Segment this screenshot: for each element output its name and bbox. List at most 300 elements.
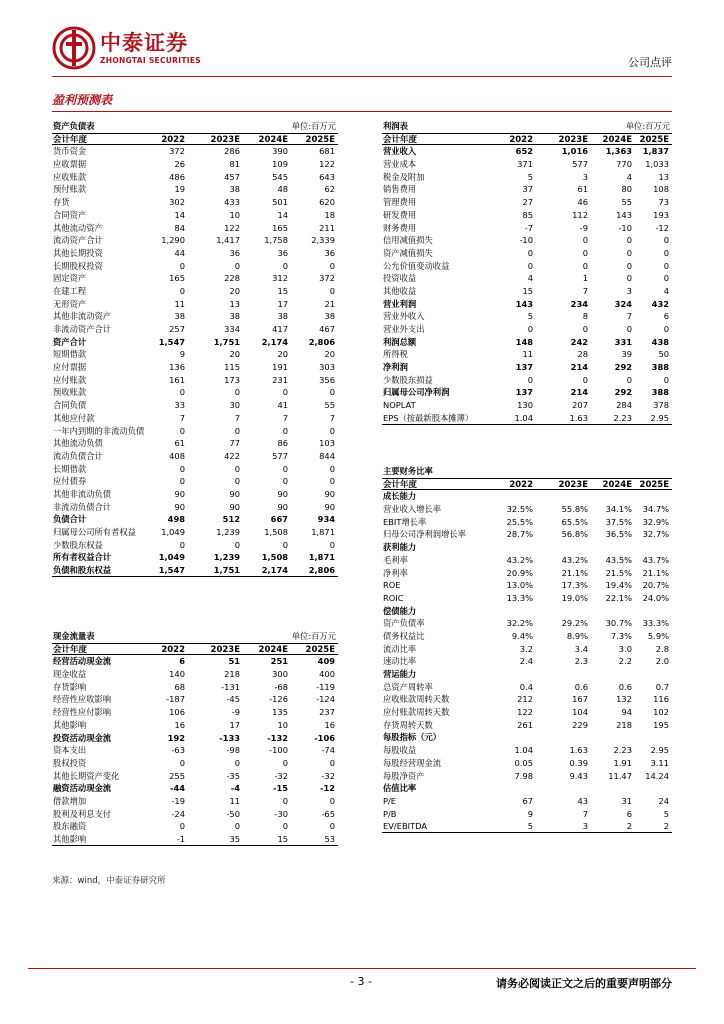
table-row: [52, 693, 338, 706]
row-label: 营业收入: [383, 146, 417, 157]
row-label: P/B: [383, 808, 397, 819]
cell-value: 14: [277, 209, 288, 220]
cell-value: 15: [277, 285, 288, 296]
row-label: 非流动负债合计: [53, 501, 112, 512]
cell-value: 212: [517, 694, 533, 705]
cell-value: 137: [515, 362, 533, 373]
table-row: [382, 757, 672, 770]
cell-value: 0: [663, 260, 669, 271]
cell-value: 84: [174, 222, 185, 233]
cell-value: 122: [319, 159, 335, 170]
cell-value: 39: [621, 349, 632, 360]
cell-value: 0.6: [618, 681, 632, 692]
cell-value: 41: [277, 400, 288, 411]
cell-value: 251: [270, 656, 288, 667]
cell-value: 652: [515, 146, 533, 157]
cell-value: 5: [527, 311, 533, 322]
cell-value: 331: [614, 336, 632, 347]
cell-value: 140: [169, 669, 185, 680]
cell-value: 112: [572, 209, 588, 220]
cell-value: 2.23: [613, 412, 632, 423]
cell-value: -124: [316, 694, 335, 705]
cell-value: 19: [174, 184, 185, 195]
cell-value: 0.6: [574, 681, 588, 692]
cell-value: 16: [324, 719, 335, 730]
cell-value: 237: [319, 707, 335, 718]
cell-value: 90: [229, 488, 240, 499]
cell-value: 0: [179, 425, 185, 436]
table-row: [52, 247, 338, 260]
cell-value: -65: [321, 808, 335, 819]
cell-value: 0: [282, 539, 288, 550]
table-row: [382, 272, 672, 285]
cell-value: -106: [314, 732, 335, 743]
cell-value: 2023E: [558, 134, 588, 145]
table-row: [382, 592, 672, 605]
table-row: [52, 285, 338, 298]
cell-value: 211: [319, 222, 335, 233]
table-row: [382, 528, 672, 541]
table-row: [382, 643, 672, 656]
cell-value: -100: [269, 745, 288, 756]
row-label: 速动比率: [383, 656, 417, 667]
row-label: 应付债券: [53, 476, 87, 487]
cell-value: -30: [274, 808, 288, 819]
row-label: 股利及利息支付: [53, 808, 112, 819]
table-row: [382, 579, 672, 592]
row-label: EPS（按最新股本摊薄）: [383, 412, 474, 423]
cell-value: 408: [169, 450, 185, 461]
cell-value: 1,290: [161, 235, 185, 246]
income-statement-table: [382, 120, 672, 425]
cell-value: 2,174: [261, 565, 288, 576]
cell-value: 0: [234, 757, 240, 768]
cell-value: -74: [321, 745, 335, 756]
table-row: [382, 209, 672, 222]
row-label: 会计年度: [53, 644, 88, 655]
cell-value: 65.5%: [561, 516, 588, 527]
cell-value: 7: [282, 412, 288, 423]
cell-value: 34.7%: [642, 504, 669, 515]
cell-value: 3.4: [574, 643, 588, 654]
table-row: [52, 706, 338, 719]
cell-value: 0: [179, 387, 185, 398]
row-label: 负债和股东权益: [53, 565, 112, 576]
row-label: 资产负债表: [53, 121, 95, 131]
cell-value: -126: [269, 694, 288, 705]
logo-company-name-cn: 中泰证券: [100, 31, 188, 55]
cell-value: 0: [329, 757, 335, 768]
cell-value: -98: [226, 745, 240, 756]
table-row: [52, 158, 338, 171]
cell-value: 0: [527, 374, 533, 385]
cell-value: 5: [527, 821, 533, 832]
cell-value: 53: [324, 834, 335, 844]
table-row: [52, 348, 338, 361]
cell-value: 0: [329, 821, 335, 832]
table-row: [52, 298, 338, 311]
cell-value: 1.04: [514, 745, 533, 756]
row-label: 研发费用: [383, 209, 417, 220]
table-row: [52, 336, 338, 349]
cell-value: 35: [229, 834, 240, 844]
table-row: [382, 744, 672, 757]
cell-value: 234: [570, 298, 588, 309]
row-label: 其他非流动负债: [53, 488, 112, 499]
cell-value: 136: [169, 362, 185, 373]
table-row: [52, 463, 338, 476]
table-row: [382, 158, 672, 171]
cell-value: 0: [179, 757, 185, 768]
cell-value: 22.1%: [605, 592, 632, 603]
cell-value: 90: [174, 488, 185, 499]
row-label: 主要财务比率: [383, 466, 433, 476]
cell-value: 356: [319, 374, 335, 385]
cell-value: 0.4: [519, 681, 533, 692]
row-label: 应收账款: [53, 171, 87, 182]
header-divider: [52, 76, 672, 77]
cell-value: 192: [167, 732, 185, 743]
row-label: 其他长期投资: [53, 247, 103, 258]
cell-value: 0: [663, 324, 669, 334]
row-label: 其他应付款: [53, 412, 95, 423]
cell-value: 0: [179, 821, 185, 832]
cell-value: 667: [270, 514, 288, 525]
table-row: [382, 323, 672, 336]
cell-value: 132: [616, 694, 632, 705]
cell-value: 10: [277, 719, 288, 730]
cell-value: 115: [224, 362, 240, 373]
row-label: 流动资产合计: [53, 235, 103, 246]
row-label: 归属母公司净利润: [383, 387, 450, 398]
cell-value: -7: [524, 222, 533, 233]
cell-value: 8: [582, 311, 588, 322]
cell-value: 108: [653, 184, 669, 195]
cell-value: 0: [282, 821, 288, 832]
unit-label: 单位:百万元: [291, 121, 336, 131]
table-row: [52, 668, 338, 681]
cash-flow-table: [52, 630, 338, 846]
cell-value: -15: [273, 783, 288, 794]
table-row: [52, 681, 338, 694]
cell-value: 193: [653, 209, 669, 220]
row-label: 偿债能力: [383, 605, 417, 616]
cell-value: 7.98: [514, 770, 533, 781]
row-label: 资产合计: [53, 336, 87, 347]
table-row: [52, 551, 338, 564]
cell-value: 0: [282, 425, 288, 436]
row-label: 营业外支出: [383, 324, 425, 334]
cell-value: 0: [329, 260, 335, 271]
cell-value: 770: [616, 159, 632, 170]
table-row: [52, 564, 338, 577]
cell-value: 46: [577, 197, 588, 208]
cell-value: 0: [582, 324, 588, 334]
table-row: [52, 820, 338, 833]
cell-value: 37.5%: [605, 516, 632, 527]
row-label: 归属母公司所有者权益: [53, 527, 136, 537]
row-label: 应收票据: [53, 159, 87, 170]
table-row: [382, 285, 672, 298]
row-label: 流动负债合计: [53, 450, 103, 461]
cell-value: 15: [522, 285, 533, 296]
cell-value: 372: [169, 146, 185, 157]
cell-value: 0: [234, 425, 240, 436]
cell-value: 38: [324, 311, 335, 322]
cell-value: 1,508: [261, 552, 288, 563]
cell-value: 1,547: [158, 565, 185, 576]
cell-value: 372: [319, 273, 335, 284]
table-row: [52, 361, 338, 374]
row-label: 资产负债率: [383, 618, 425, 629]
cell-value: 90: [277, 501, 288, 512]
cell-value: 0: [626, 247, 632, 258]
row-label: 营业成本: [383, 159, 417, 170]
cell-value: 90: [324, 488, 335, 499]
report-type: 公司点评: [628, 56, 672, 69]
cell-value: 432: [651, 298, 669, 309]
cell-value: 0.7: [655, 681, 669, 692]
table-row: [52, 655, 338, 668]
cell-value: 422: [224, 450, 240, 461]
table-row: [52, 719, 338, 732]
cell-value: 38: [277, 311, 288, 322]
table-row: [382, 770, 672, 783]
cell-value: 30: [229, 400, 240, 411]
cell-value: 43.2%: [506, 554, 533, 565]
table-row: [52, 437, 338, 450]
cell-value: 1,016: [561, 146, 588, 157]
cell-value: 90: [229, 501, 240, 512]
cell-value: 433: [224, 197, 240, 208]
cell-value: 13.0%: [506, 580, 533, 591]
cell-value: 0: [626, 260, 632, 271]
table-row: [382, 503, 672, 516]
table-row: [52, 744, 338, 757]
cell-value: 167: [572, 694, 588, 705]
cell-value: 0.39: [569, 757, 588, 768]
section-title: 盈利预测表: [52, 93, 113, 107]
cell-value: 2025E: [639, 479, 669, 490]
cell-value: 207: [572, 400, 588, 411]
row-label: 会计年度: [53, 134, 88, 145]
cell-value: 0: [234, 539, 240, 550]
ratio-group-title: [382, 782, 672, 795]
row-label: 估值比率: [383, 783, 417, 794]
cell-value: 21.5%: [605, 567, 632, 578]
table-row: [52, 475, 338, 488]
cell-value: -10: [519, 235, 533, 246]
financial-ratios-table: [382, 465, 672, 833]
cell-value: 94: [621, 707, 632, 718]
cell-value: 14: [174, 209, 185, 220]
row-label: 经营活动现金流: [53, 656, 112, 667]
cell-value: 3: [582, 821, 588, 832]
cell-value: 467: [319, 324, 335, 334]
cell-value: 36.5%: [605, 529, 632, 540]
cell-value: 7: [234, 412, 240, 423]
cell-value: 0: [582, 260, 588, 271]
cell-value: 390: [272, 146, 288, 157]
table-header-row: [52, 643, 338, 656]
cell-value: 0: [179, 476, 185, 487]
cell-value: 86: [277, 438, 288, 449]
table-row: [382, 247, 672, 260]
cell-value: 1,837: [642, 146, 669, 157]
cell-value: 68: [174, 681, 185, 692]
row-label: EV/EBITDA: [383, 821, 428, 832]
cell-value: 80: [621, 184, 632, 195]
cell-value: 1,033: [645, 159, 669, 170]
row-label: 营业利润: [383, 298, 417, 309]
cell-value: 302: [169, 197, 185, 208]
row-label: 其他长期资产变化: [53, 770, 120, 781]
cell-value: 50: [658, 349, 669, 360]
cell-value: -45: [226, 694, 240, 705]
cell-value: 11: [229, 795, 240, 806]
logo-company-name-en: ZHONGTAI SECURITIES: [100, 56, 201, 65]
row-label: 少数股东损益: [383, 374, 433, 385]
row-label: 股东融资: [53, 821, 87, 832]
table-row: [382, 516, 672, 529]
cell-value: -1: [176, 834, 185, 844]
row-label: 营运能力: [383, 669, 417, 679]
cell-value: 24.0%: [642, 592, 669, 603]
cell-value: 26: [174, 159, 185, 170]
row-label: 非流动资产合计: [53, 324, 112, 334]
cell-value: 15: [277, 834, 288, 844]
cell-value: 2023E: [210, 644, 240, 655]
cell-value: -50: [226, 808, 240, 819]
cell-value: 7.3%: [610, 630, 632, 641]
cell-value: 161: [169, 374, 185, 385]
table-row: [382, 234, 672, 247]
row-label: 营业收入增长率: [383, 504, 442, 515]
cell-value: 137: [515, 387, 533, 398]
cell-value: 13: [229, 298, 240, 309]
row-label: 融资活动现金流: [53, 783, 112, 794]
cell-value: 257: [169, 324, 185, 334]
cell-value: 2025E: [639, 134, 669, 145]
table-row: [52, 782, 338, 795]
footer-disclaimer: 请务必阅读正文之后的重要声明部分: [496, 977, 672, 990]
table-row: [382, 298, 672, 311]
row-label: 固定资产: [53, 273, 87, 284]
row-label: 所得税: [383, 349, 408, 360]
cell-value: 0: [582, 374, 588, 385]
cell-value: 29.2%: [561, 618, 588, 629]
row-label: 每股指标（元）: [383, 732, 442, 743]
table-row: [52, 310, 338, 323]
cell-value: 261: [517, 719, 533, 730]
cell-value: 34.1%: [605, 504, 632, 515]
cell-value: 13: [658, 171, 669, 182]
table-title: [382, 120, 672, 133]
cell-value: 16: [174, 719, 185, 730]
row-label: 其他影响: [53, 719, 87, 730]
cell-value: 2.4: [519, 656, 533, 667]
table-row: [52, 386, 338, 399]
cell-value: 334: [224, 324, 240, 334]
cell-value: 1.63: [569, 745, 588, 756]
cell-value: 0: [179, 463, 185, 474]
cell-value: 2022: [161, 644, 185, 655]
cell-value: 1,417: [216, 235, 240, 246]
cell-value: 371: [517, 159, 533, 170]
cell-value: 43.7%: [642, 554, 669, 565]
table-row: [382, 386, 672, 399]
cell-value: 457: [224, 171, 240, 182]
cell-value: 7: [626, 311, 632, 322]
cell-value: 135: [272, 707, 288, 718]
cell-value: 33.3%: [642, 618, 669, 629]
cell-value: 3: [582, 171, 588, 182]
cell-value: 9: [179, 349, 185, 360]
table-row: [382, 310, 672, 323]
cell-value: 300: [272, 669, 288, 680]
ratio-group-title: [382, 668, 672, 681]
cell-value: 61: [577, 184, 588, 195]
table-row: [382, 171, 672, 184]
cell-value: -131: [221, 681, 240, 692]
cell-value: 109: [272, 159, 288, 170]
row-label: 归母公司净利润增长率: [383, 529, 466, 540]
cell-value: 104: [572, 707, 588, 718]
table-row: [52, 757, 338, 770]
table-row: [52, 412, 338, 425]
cell-value: 255: [169, 770, 185, 781]
cell-value: 681: [319, 146, 335, 157]
row-label: 成长能力: [383, 491, 417, 502]
table-row: [52, 795, 338, 808]
table-row: [52, 323, 338, 336]
cell-value: 17: [277, 298, 288, 309]
cell-value: 388: [651, 362, 669, 373]
cell-value: 577: [272, 450, 288, 461]
table-row: [382, 706, 672, 719]
cell-value: 5.9%: [647, 630, 669, 641]
cell-value: -44: [170, 783, 185, 794]
cell-value: 5: [527, 171, 533, 182]
cell-value: 32.7%: [642, 529, 669, 540]
cell-value: 106: [169, 707, 185, 718]
row-label: 少数股东权益: [53, 539, 103, 550]
cell-value: 122: [517, 707, 533, 718]
table-row: [382, 719, 672, 732]
cell-value: 0: [663, 273, 669, 284]
row-label: 借款增加: [53, 795, 87, 806]
cell-value: 21: [324, 298, 335, 309]
row-label: 应付账款周转天数: [383, 707, 450, 718]
balance-sheet-table: [52, 120, 338, 577]
cell-value: 51: [228, 656, 240, 667]
cell-value: 2.2: [618, 656, 632, 667]
cell-value: 173: [224, 374, 240, 385]
cell-value: 2.95: [650, 412, 669, 423]
cell-value: -32: [321, 770, 335, 781]
cell-value: 90: [324, 501, 335, 512]
table-row: [52, 770, 338, 783]
cell-value: 0: [234, 260, 240, 271]
cell-value: 292: [614, 362, 632, 373]
cell-value: 2025E: [305, 134, 335, 145]
row-label: 股权投资: [53, 757, 87, 768]
cell-value: 73: [658, 197, 669, 208]
cell-value: 6: [179, 656, 185, 667]
cell-value: 20: [277, 349, 288, 360]
cell-value: 1,871: [311, 527, 335, 537]
cell-value: 43.5%: [605, 554, 632, 565]
